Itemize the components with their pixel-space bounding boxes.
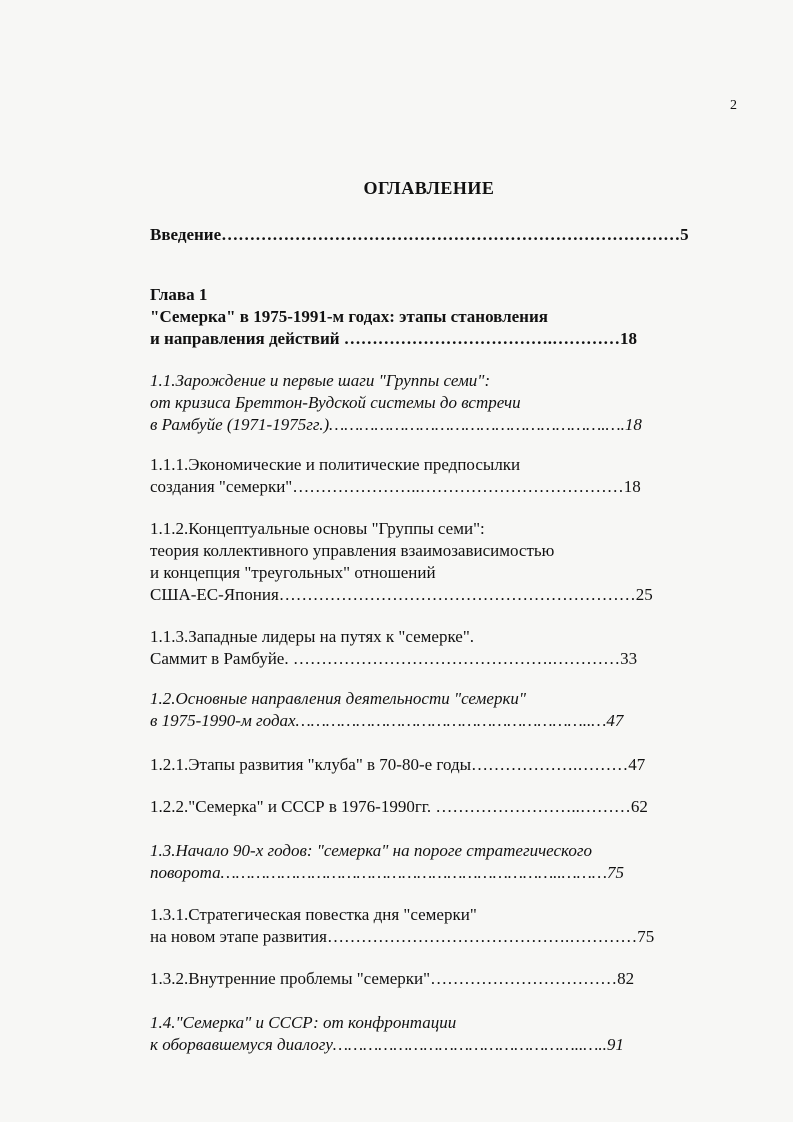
toc-entry-introduction[interactable] bbox=[150, 224, 689, 246]
toc-entry-1-1-3[interactable] bbox=[150, 626, 637, 670]
toc-line: Введение………………………………………………………………………5 bbox=[150, 225, 689, 244]
toc-line: создания "семерки"…………………..………………………………18 bbox=[150, 477, 641, 496]
toc-line: 1.3.2.Внутренние проблемы "семерки"……………………………82 bbox=[150, 969, 635, 988]
toc-line: 1.4."Семерка" и СССР: от конфронтации bbox=[150, 1013, 457, 1032]
toc-entry-1-1-1[interactable] bbox=[150, 454, 641, 498]
toc-entry-1-2-2[interactable] bbox=[150, 796, 648, 818]
toc-line: 1.1.Зарождение и первые шаги "Группы семи": bbox=[150, 371, 491, 390]
toc-line: 1.2.2."Семерка" и СССР в 1976-1990гг. ……………………..………62 bbox=[150, 797, 648, 816]
page-number: 2 bbox=[730, 98, 737, 113]
toc-line: Саммит в Рамбуйе. ……………………………………….…………33 bbox=[150, 649, 638, 668]
toc-line: 1.2.Основные направления деятельности "семерки" bbox=[150, 689, 527, 708]
toc-entry-1-4[interactable] bbox=[150, 1012, 624, 1056]
toc-line: 1.3.1.Стратегическая повестка дня "семерки" bbox=[150, 905, 477, 924]
toc-line: 1.1.1.Экономические и политические предпосылки bbox=[150, 455, 521, 474]
toc-line: и направления действий ……………………………….…………18 bbox=[150, 329, 638, 348]
toc-entry-1-3-2[interactable] bbox=[150, 968, 634, 990]
toc-line: "Семерка" в 1975-1991-м годах: этапы становления bbox=[150, 307, 548, 326]
toc-line: поворота…………………………………………………………..………75 bbox=[150, 863, 625, 882]
toc-line: теория коллективного управления взаимозависимостью bbox=[150, 541, 555, 560]
toc-entry-1-2-1[interactable] bbox=[150, 754, 645, 776]
toc-line: 1.3.Начало 90-х годов: "семерка" на пороге стратегического bbox=[150, 841, 592, 860]
toc-line: 1.1.3.Западные лидеры на путях к "семерке". bbox=[150, 627, 475, 646]
toc-line: 1.1.2.Концептуальные основы "Группы семи": bbox=[150, 519, 485, 538]
toc-line: на новом этапе развития…………………………………….…………75 bbox=[150, 927, 655, 946]
toc-line: 1.2.1.Этапы развития "клуба" в 70-80-е годы……………….………47 bbox=[150, 755, 646, 774]
toc-line: от кризиса Бреттон-Вудской системы до встречи bbox=[150, 393, 521, 412]
toc-entry-1-2[interactable] bbox=[150, 688, 623, 732]
page-title: ОГЛАВЛЕНИЕ bbox=[363, 178, 495, 198]
toc-line: к оборвавшемуся диалогу…………………………………………..…..91 bbox=[150, 1035, 624, 1054]
toc-entry-chapter-1[interactable] bbox=[150, 284, 637, 350]
toc-entry-1-1-2[interactable] bbox=[150, 518, 653, 606]
toc-entry-1-3-1[interactable] bbox=[150, 904, 654, 948]
toc-line: Глава 1 bbox=[150, 285, 208, 304]
toc-line: в 1975-1990-м годах…………………………………………………..…47 bbox=[150, 711, 624, 730]
toc-entry-1-3[interactable] bbox=[150, 840, 624, 884]
toc-line: в Рамбуйе (1971-1975гг.)……………………………………………….….18 bbox=[150, 415, 642, 434]
toc-line: и концепция "треугольных" отношений bbox=[150, 563, 436, 582]
toc-entry-1-1[interactable] bbox=[150, 370, 642, 436]
toc-line: США-ЕС-Япония………………………………………………………25 bbox=[150, 585, 653, 604]
